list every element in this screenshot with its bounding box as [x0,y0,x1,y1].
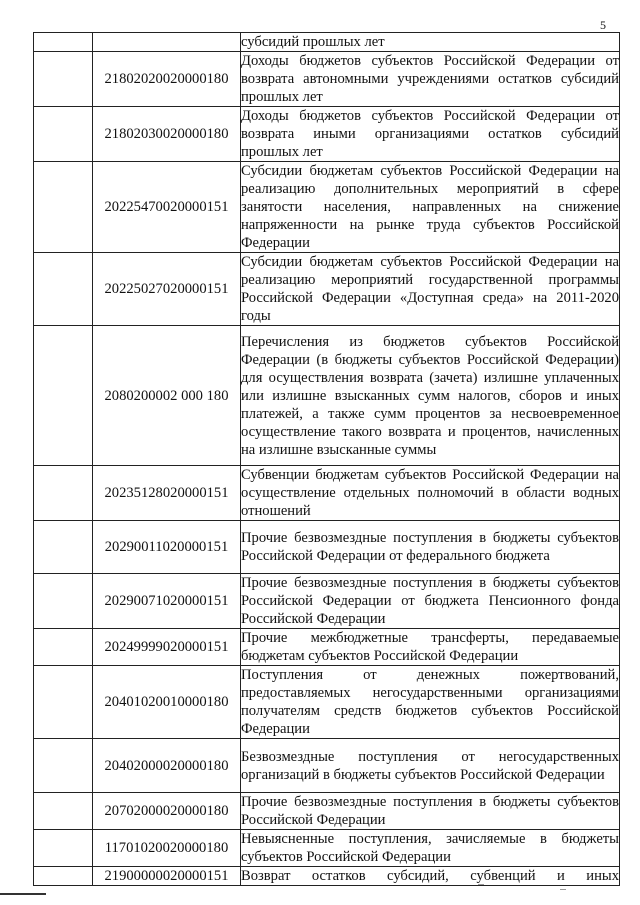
code-cell: 20249999020000151 [93,629,241,666]
description-cell: субсидий прошлых лет [241,33,620,52]
table-row [34,830,620,867]
table-row [34,326,620,466]
empty-cell [34,466,93,521]
code-cell: 21900000020000151 [93,867,241,886]
description-cell: Перечисления из бюджетов субъектов Российской Федерации (в бюджеты субъектов Российской Федерации) для осуществления возврата (зачета) излишне уплаченных или излишне взысканных сумм налогов, сборов и иных платежей, а также сумм процентов за несвоевременное осуществление такого возврата и процентов, начисленных на излишне взысканные суммы [241,326,620,466]
description-cell: Поступления от денежных пожертвований, предоставляемых негосударственными организациями получателям средств бюджетов субъектов Российской Федерации [241,667,619,737]
page-number: 5 [600,18,606,32]
code-cell: 2080200002 000 180 [93,326,241,466]
table-row [34,629,620,666]
empty-cell [34,33,93,52]
scan-artifact-line [0,893,46,895]
empty-cell [34,739,93,793]
code-cell: 20225027020000151 [93,253,241,326]
scan-artifact-speck [478,884,484,885]
description-cell: Невыясненные поступления, зачисляемые в бюджеты субъектов Российской Федерации [241,831,619,865]
description-cell: Субсидии бюджетам субъектов Российской Федерации на реализацию мероприятий государственной программы Российской Федерации «Доступная среда» на 2011-2020 годы [241,254,619,324]
code-cell: 20290071020000151 [93,574,241,629]
empty-cell [34,574,93,629]
description-cell: Прочие безвозмездные поступления в бюджеты субъектов Российской Федерации [241,794,619,828]
empty-cell [34,162,93,253]
empty-cell [34,52,93,107]
table-row [34,521,620,574]
code-cell: 20235128020000151 [93,466,241,521]
code-cell: 11701020020000180 [93,830,241,867]
code-cell: 21802020020000180 [93,52,241,107]
description-cell: Доходы бюджетов субъектов Российской Федерации от возврата иными организациями остатков субсидий прошлых лет [241,108,619,160]
table-row [34,793,620,830]
table-row [34,867,620,886]
table-row [34,739,620,793]
table-row [34,162,620,253]
table-row [34,33,620,52]
empty-cell [34,830,93,867]
description-cell: Субвенции бюджетам субъектов Российской Федерации на осуществление отдельных полномочий в области водных отношений [241,467,619,519]
empty-cell [34,326,93,466]
description-cell: Прочие безвозмездные поступления в бюджеты субъектов Российской Федерации от федерального бюджета [241,521,620,574]
code-cell: 21802030020000180 [93,107,241,162]
table-row [34,666,620,739]
table-row [34,52,620,107]
empty-cell [34,521,93,574]
budget-codes-table [33,32,620,886]
empty-cell [34,666,93,739]
empty-cell [34,107,93,162]
table-row [34,107,620,162]
description-cell: Возврат остатков субсидий, субвенций и иных [241,868,619,884]
empty-cell [34,793,93,830]
scan-artifact-speck [560,889,566,890]
code-cell: 20225470020000151 [93,162,241,253]
code-cell: 20290011020000151 [93,521,241,574]
empty-cell [34,253,93,326]
description-cell: Прочие безвозмездные поступления в бюджеты субъектов Российской Федерации от бюджета Пенсионного фонда Российской Федерации [241,575,619,627]
table-row [34,253,620,326]
table-row [34,466,620,521]
description-cell: Субсидии бюджетам субъектов Российской Федерации на реализацию дополнительных мероприятий в сфере занятости населения, направленных на снижение напряженности на рынке труда субъектов Российской Федерации [241,163,619,251]
empty-cell [34,867,93,886]
code-cell: 20401020010000180 [93,666,241,739]
empty-cell [34,629,93,666]
description-cell: Прочие межбюджетные трансферты, передаваемые бюджетам субъектов Российской Федерации [241,630,619,664]
code-cell: 20402000020000180 [93,739,241,793]
table-row [34,574,620,629]
code-cell [93,33,241,52]
description-cell: Доходы бюджетов субъектов Российской Федерации от возврата автономными учреждениями остатков субсидий прошлых лет [241,53,619,105]
code-cell: 20702000020000180 [93,793,241,830]
description-cell: Безвозмездные поступления от негосударственных организаций в бюджеты субъектов Российской Федерации [241,739,620,793]
